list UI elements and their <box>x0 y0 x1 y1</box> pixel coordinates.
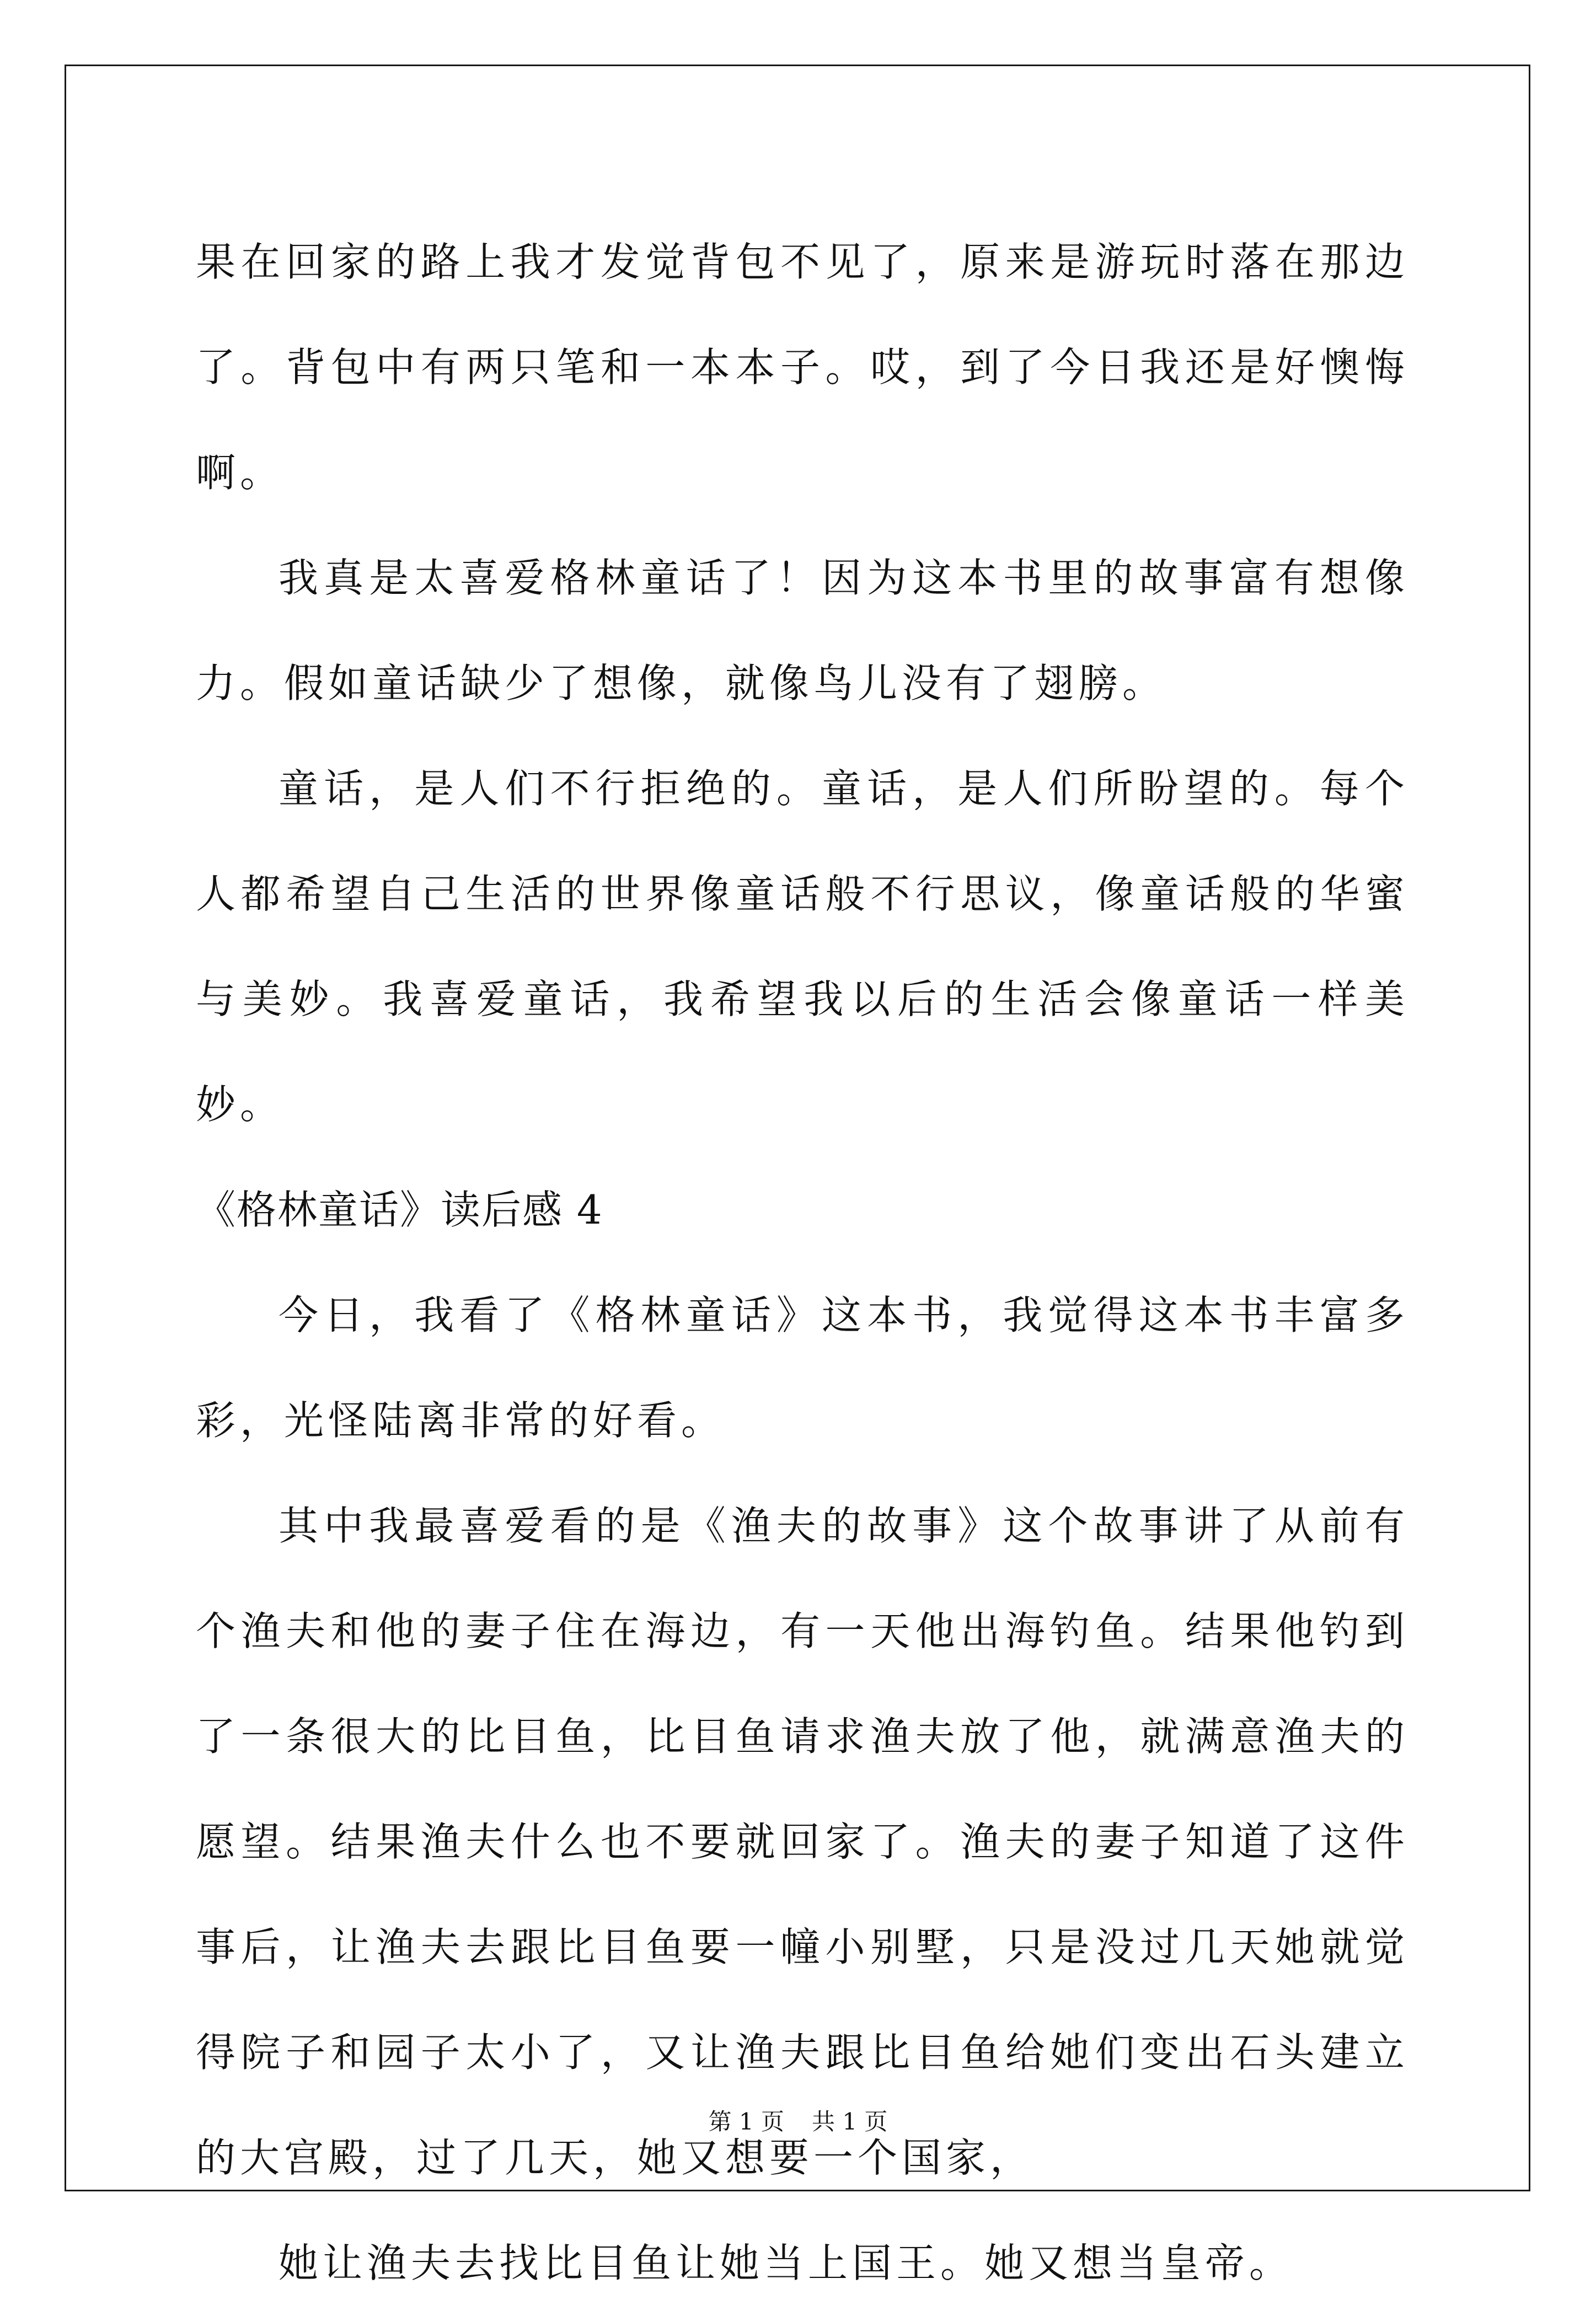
paragraph: 其中我最喜爱看的是《渔夫的故事》这个故事讲了从前有个渔夫和他的妻子住在海边，有一天他出海钓鱼。结果他钓到了一条很大的比目鱼，比目鱼请求渔夫放了他，就满意渔夫的愿望。结果渔夫什么也不要就回家了。渔夫的妻子知道了这件事后，让渔夫去跟比目鱼要一幢小别墅，只是没过几天她就觉得院子和园子太小了，又让渔夫跟比目鱼给她们变出石头建立的大宫殿，过了几天，她又想要一个国家， <box>196 1503 1409 2181</box>
page-number: 第 1 页 <box>708 2108 784 2135</box>
paragraph: 童话，是人们不行拒绝的。童话，是人们所盼望的。每个人都希望自己生活的世界像童话般不行思议，像童话般的华蜜与美妙。我喜爱童话，我希望我以后的生活会像童话一样美妙。 <box>196 765 1409 1128</box>
paragraph: 她让渔夫去找比目鱼让她当上国王。她又想当皇帝。 <box>279 2240 1294 2286</box>
page-footer <box>0 2105 1596 2138</box>
paragraph: 今日，我看了《格林童话》这本书，我觉得这本书丰富多彩，光怪陆离非常的好看。 <box>196 1292 1409 1444</box>
paragraph: 果在回家的路上我才发觉背包不见了，原来是游玩时落在那边了。背包中有两只笔和一本本子。哎，到了今日我还是好懊悔啊。 <box>196 239 1409 496</box>
document-body <box>196 210 1409 2316</box>
page-total: 共 1 页 <box>812 2108 888 2135</box>
section-heading: 《格林童话》读后感 4 <box>196 1187 603 1233</box>
paragraph: 我真是太喜爱格林童话了！因为这本书里的故事富有想像力。假如童话缺少了想像，就像鸟儿没有了翅膀。 <box>196 555 1409 706</box>
